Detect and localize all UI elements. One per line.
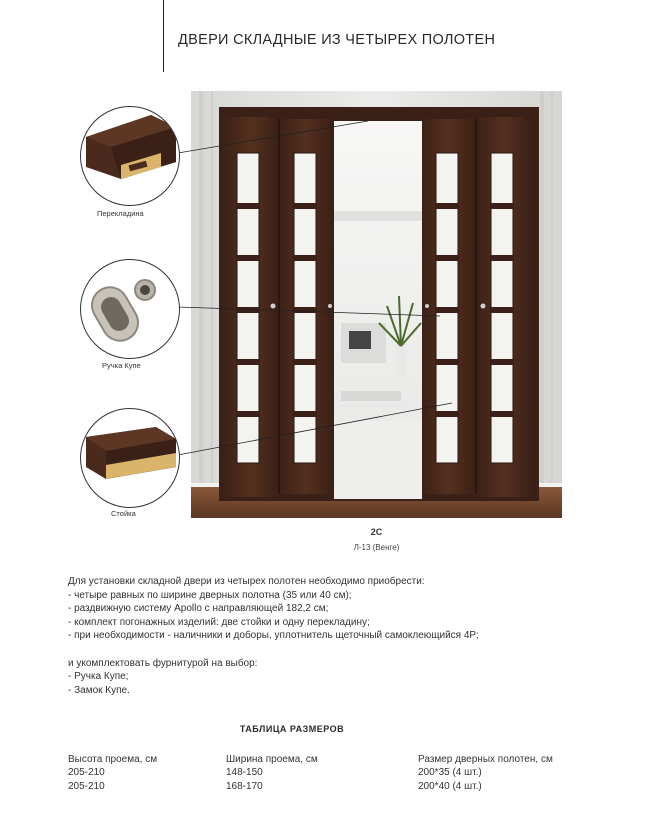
product-finish: Л-13 (Венге) xyxy=(353,543,400,552)
crossbar-label: Перекладина xyxy=(97,209,144,218)
table-cell: 205-210 xyxy=(68,767,105,779)
size-table-column xyxy=(68,753,157,793)
product-photo xyxy=(191,91,562,518)
description-line: и укомплектовать фурнитурой на выбор: xyxy=(68,657,258,669)
table-cell: 148-150 xyxy=(226,767,263,779)
column-header: Ширина проема, см xyxy=(226,754,318,765)
table-cell: 200*40 (4 шт.) xyxy=(418,780,482,792)
page-title: ДВЕРИ СКЛАДНЫЕ ИЗ ЧЕТЫРЕХ ПОЛОТЕН xyxy=(178,32,496,48)
handle-detail xyxy=(80,259,180,359)
jamb-profile-icon xyxy=(81,409,179,507)
sliding-door-handle-icon xyxy=(81,260,179,358)
folding-door-illustration xyxy=(191,91,562,518)
product-code: 2С xyxy=(370,527,383,537)
description-line: - Ручка Купе; xyxy=(68,671,129,683)
handle-label: Ручка Купе xyxy=(102,361,141,370)
table-cell: 205-210 xyxy=(68,780,105,792)
description-line: - Замок Купе. xyxy=(68,684,130,696)
description-spacer xyxy=(68,643,479,657)
description-line: - раздвижную систему Apollo с направляющей 182,2 см; xyxy=(68,603,329,615)
column-header: Высота проема, см xyxy=(68,754,158,765)
size-table-title: ТАБЛИЦА РАЗМЕРОВ xyxy=(239,724,345,734)
header-divider xyxy=(163,0,164,72)
crossbar-detail xyxy=(80,106,180,206)
size-table-column xyxy=(418,753,553,793)
table-cell: 168-170 xyxy=(226,780,263,792)
description-line: - комплект погонажных изделий: две стойки и одну перекладину; xyxy=(68,616,370,628)
size-table-column xyxy=(226,753,318,793)
column-header: Размер дверных полотен, см xyxy=(418,754,553,765)
jamb-label: Стойка xyxy=(111,509,136,518)
table-cell: 200*35 (4 шт.) xyxy=(418,767,482,779)
description-line: - четыре равных по ширине дверных полотна (35 или 40 см); xyxy=(68,589,352,601)
jamb-detail xyxy=(80,408,180,508)
description xyxy=(68,575,479,697)
description-line: - при необходимости - наличники и доборы, уплотнитель щеточный самоклеющийся 4Р; xyxy=(68,630,479,642)
description-line: Для установки складной двери из четырех полотен необходимо приобрести: xyxy=(68,576,425,587)
crossbar-profile-icon xyxy=(81,107,179,205)
